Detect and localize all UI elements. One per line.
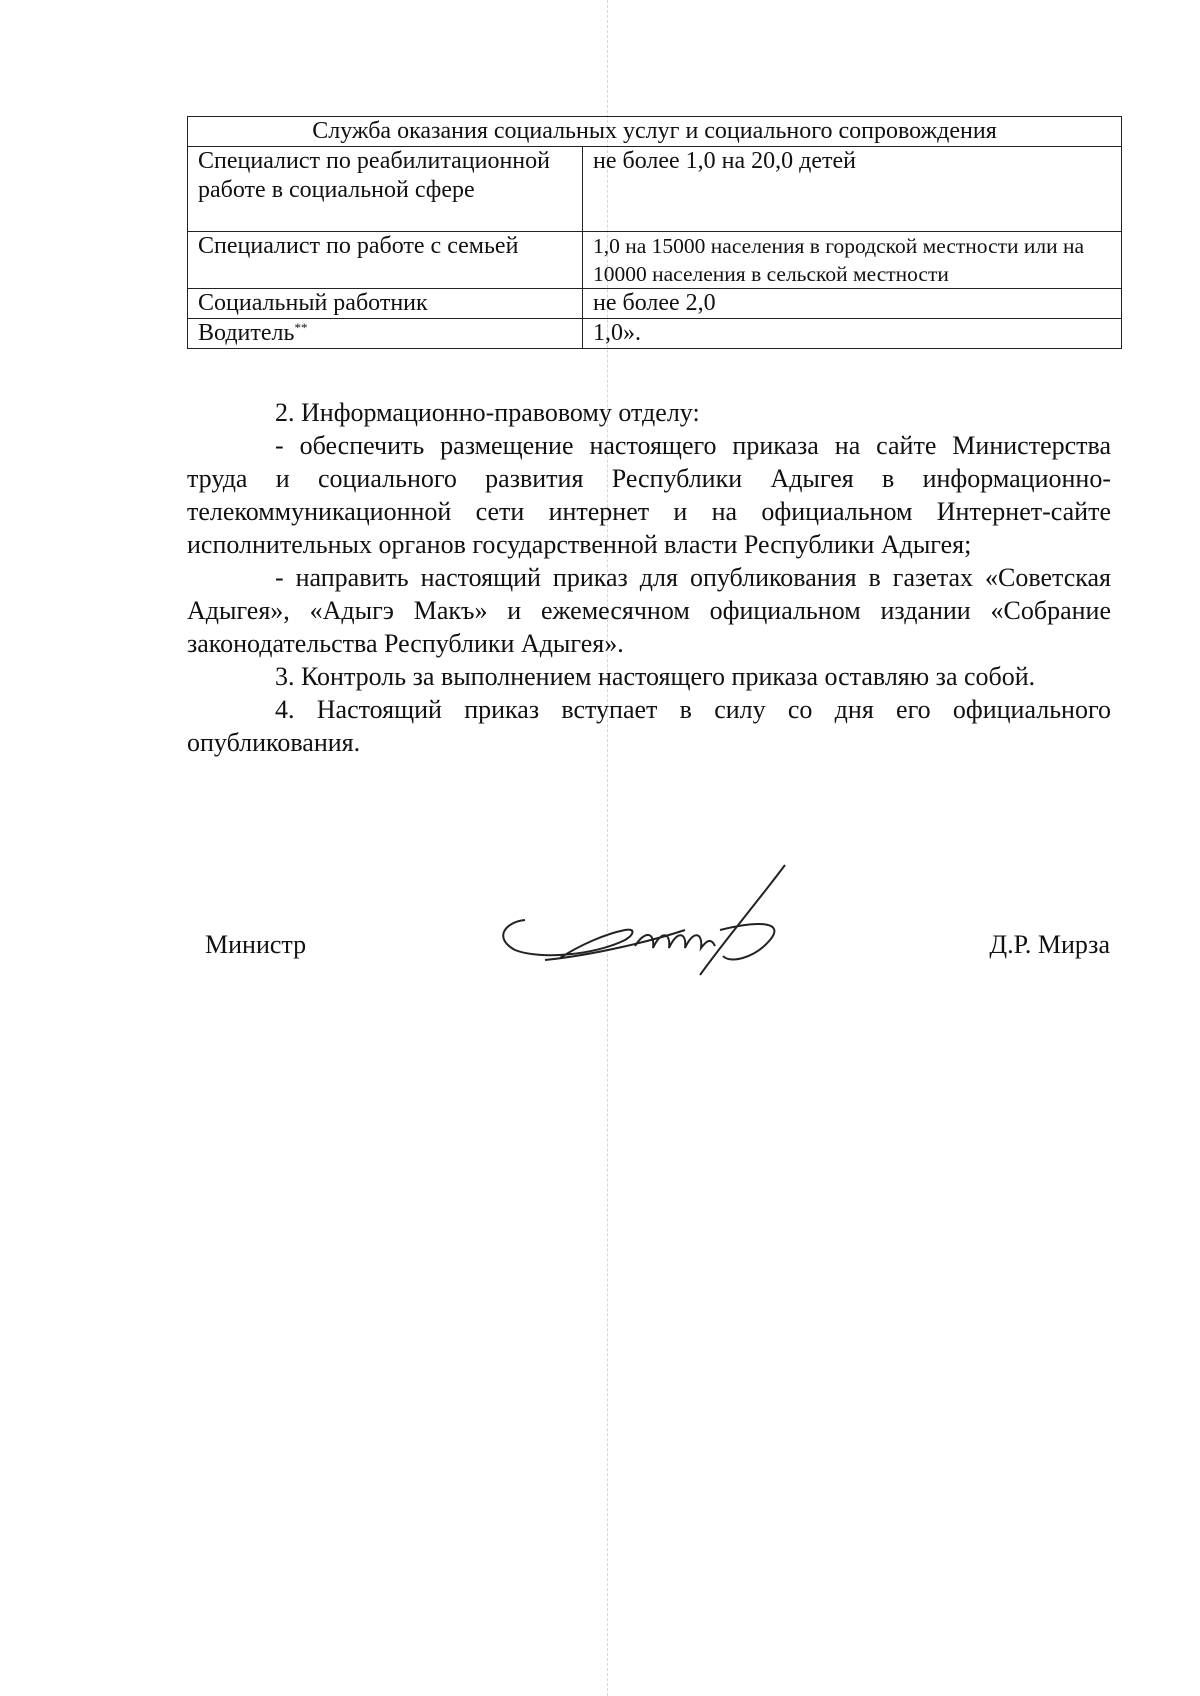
position-label: Водитель (198, 320, 295, 346)
paragraph: - направить настоящий приказ для опубликования в газетах «Советская Адыгея», «Адыгэ Макъ» и ежемесячном официальном издании «Собрание законодательства Республики Адыгея». (187, 563, 1111, 658)
signatory-name: Д.Р. Мирза (989, 930, 1110, 959)
paragraph: 2. Информационно-правовому отделу: (275, 398, 700, 427)
signature-block (0, 900, 1200, 1040)
paragraph: - обеспечить размещение настоящего приказа на сайте Министерства труда и социального развития Республики Адыгея в информационно-телекоммуникационной сети интернет и на официальном Интернет-сайте исполнительных органов государственной власти Республики Адыгея; (187, 431, 1111, 559)
table-header-row (188, 117, 1122, 147)
staffing-table (187, 116, 1122, 349)
position-cell: Специалист по работе с семьей (188, 232, 583, 289)
order-body (187, 396, 1111, 759)
footnote-mark: ** (294, 320, 308, 335)
paragraph: 4. Настоящий приказ вступает в силу со дня его официального опубликования. (187, 695, 1111, 757)
signatory-title: Министр (205, 930, 307, 959)
position-cell (188, 319, 583, 349)
table-row (188, 319, 1122, 349)
norm-cell: 1,0 на 15000 населения в городской местности или на 10000 населения в сельской местности (583, 232, 1122, 289)
table-row (188, 289, 1122, 319)
paragraph: 3. Контроль за выполнением настоящего приказа оставляю за собой. (275, 662, 1036, 691)
table-section-header: Служба оказания социальных услуг и социального сопровождения (188, 117, 1122, 147)
table-row (188, 232, 1122, 289)
norm-cell: не более 1,0 на 20,0 детей (583, 147, 1122, 232)
table-row (188, 147, 1122, 232)
position-cell: Социальный работник (188, 289, 583, 319)
norm-cell: 1,0». (583, 319, 1122, 349)
norm-cell: не более 2,0 (583, 289, 1122, 319)
handwritten-signature (485, 860, 825, 1000)
position-cell: Специалист по реабилитационной работе в социальной сфере (188, 147, 583, 232)
